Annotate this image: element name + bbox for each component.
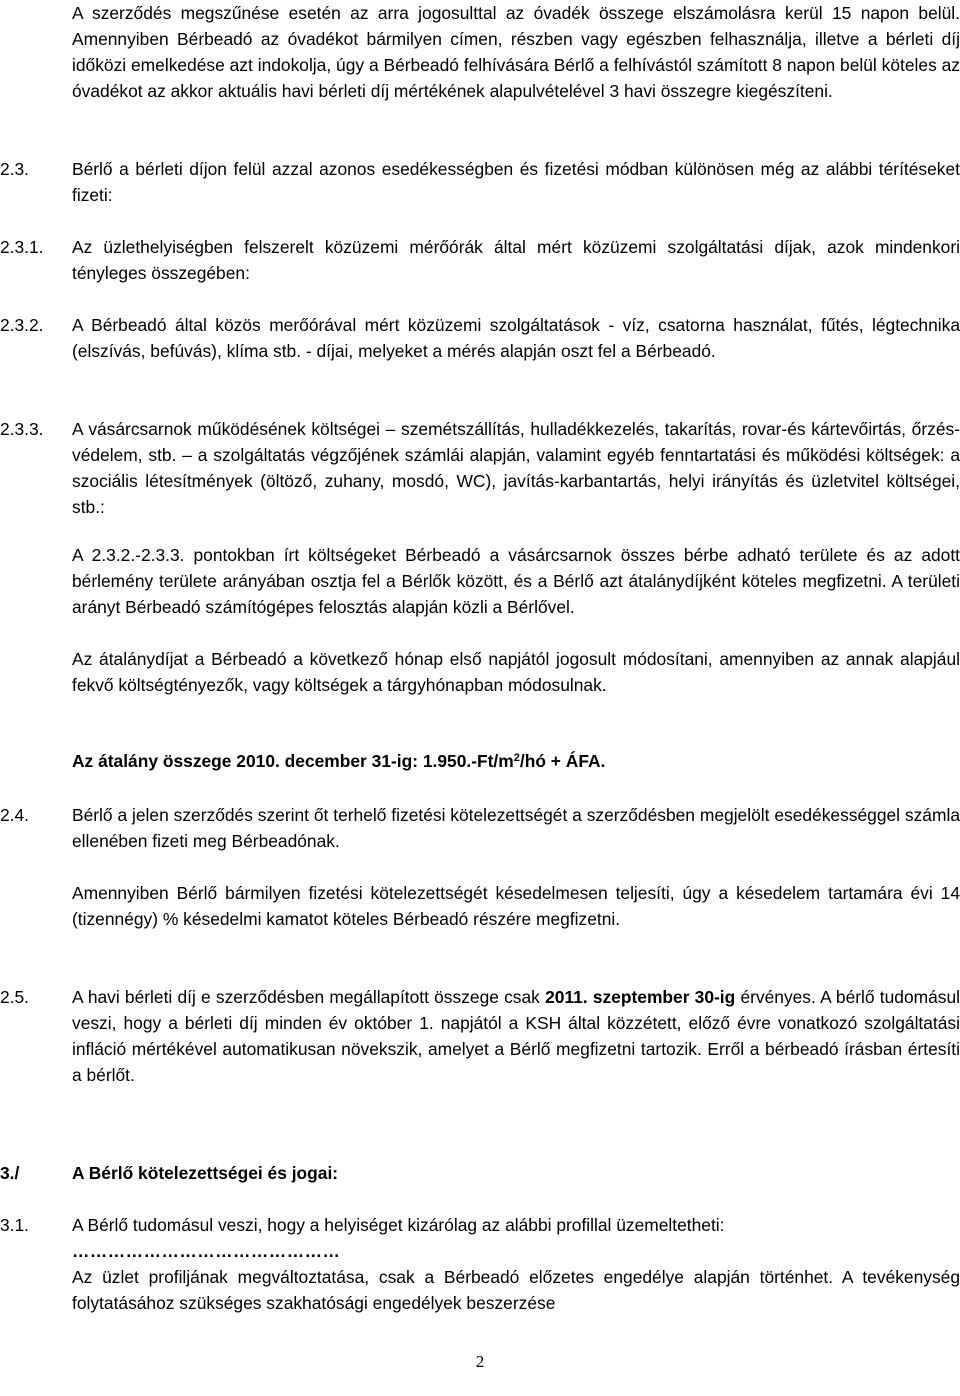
flat-fee-amount-text: Az átalány összege 2010. december 31-ig: 1.950.-Ft/m [72,751,514,771]
flat-fee-amount-line [72,748,960,774]
section-2-3-3-text: A vásárcsarnok működésének költségei – szemétszállítás, hulladékkezelés, takarítás, rovar-és kártevőirtás, őrzés-védelem, stb. – a szolgáltatás végzőjének számlái alapján, valamint egyéb fenntartatási és működési költségek: a szociális létesítmények (öltöző, zuhany, mosdó, WC), javítás-karbantartás, helyi irányítás és üzletvitel költségei, stb.: [72,419,960,517]
section-3-1-number: 3.1. [0,1215,30,1235]
section-2-3-2-text: A Bérbeadó által közös merőórával mért közüzemi szolgáltatások - víz, csatorna használat, fűtés, légtechnika (elszívás, befúvás), klíma stb. - díjai, melyeket a mérés alapján oszt fel a Bérbeadó. [72,315,960,361]
section-2-5-text-start: A havi bérleti díj e szerződésben megállapított összege csak [72,987,546,1007]
allocation-paragraph: A 2.3.2.-2.3.3. pontokban írt költségeket Bérbeadó a vásárcsarnok összes bérbe adható területe és az adott bérlemény területe arányában osztja fel a Bérlők között, és a Bérlő azt átalánydíjként köteles megfizetni. A területi arányt Bérbeadó számítógépes felosztás alapján közli a Bérlővel. [72,545,960,617]
section-2-3-text: Bérlő a bérleti díjon felül azzal azonos esedékességben és fizetési módban különösen még az alábbi térítéseket fizeti: [72,159,960,205]
section-2-3-3-number: 2.3.3. [0,419,44,439]
section-2-3-1-text: Az üzlethelyiségben felszerelt közüzemi mérőórák által mért közüzemi szolgáltatási díjak, azok mindenkori tényleges összegében: [72,237,960,283]
section-2-5-validity-date: 2011. szeptember 30-ig [545,987,736,1007]
page-number: 2 [475,1352,485,1371]
section-2-4-late-interest-paragraph: Amennyiben Bérlő bármilyen fizetési kötelezettségét késedelmesen teljesíti, úgy a késedelem tartamára évi 14 (tizennégy) % késedelmi kamatot köteles Bérbeadó részére megfizetni. [72,883,960,929]
section-3-number: 3./ [0,1163,20,1183]
section-2-3-number: 2.3. [0,159,30,179]
flat-fee-amount-suffix: /hó + ÁFA. [519,751,606,771]
section-2-3-1-number: 2.3.1. [0,237,44,257]
intro-paragraph: A szerződés megszűnése esetén az arra jogosulttal az óvadék összege elszámolásra kerül 15 napon belül. Amennyiben Bérbeadó az óvadékot bármilyen címen, részben vagy egészben felhasználja, illetve a bérleti díj időközi emelkedése azt indokolja, úgy a Bérbeadó felhívására Bérlő a felhívástól számított 8 napon belül köteles az óvadékot az akkor aktuális havi bérleti díj mértékének alapulvételével 3 havi összegre kiegészíteni. [72,3,960,101]
section-2-4-payment-paragraph: Bérlő a jelen szerződés szerint őt terhelő fizetési kötelezettségét a szerződésben megjelölt esedékességgel számla ellenében fizeti meg Bérbeadónak. [72,805,960,851]
section-2-3-2-number: 2.3.2. [0,315,44,335]
section-2-4-number: 2.4. [0,805,30,825]
section-2-5-text-end: érvényes. A bérlő tudomásul veszi, hogy a bérleti díj minden év október 1. napjától a KSH által közzétett, előző évre vonatkozó szolgáltatási infláció mértékével automatikusan növekszik, amelyet a Bérlő megfizetni tartozik. Erről a bérbeadó írásban értesíti a bérlőt. [72,987,960,1085]
flat-fee-modification-paragraph: Az átalánydíjat a Bérbeadó a következő hónap első napjától jogosult módosítani, amennyiben az annak alapjául fekvő költségtényezők, vagy költségek a tárgyhónapban módosulnak. [72,649,960,695]
flat-fee-unit-superscript: 2 [513,752,520,764]
section-3-heading: A Bérlő kötelezettségei és jogai: [72,1163,339,1183]
section-2-5-text [72,984,960,1088]
profile-placeholder-dots: ……………………………………… [72,1241,341,1261]
section-2-5-number: 2.5. [0,987,30,1007]
section-3-1-text: A Bérlő tudomásul veszi, hogy a helyiséget kizárólag az alábbi profillal üzemeltetheti: [72,1215,725,1235]
section-3-1-profile-change-paragraph: Az üzlet profiljának megváltoztatása, csak a Bérbeadó előzetes engedélye alapján történhet. A tevékenység folytatásához szükséges szakhatósági engedélyek beszerzése [72,1267,960,1313]
